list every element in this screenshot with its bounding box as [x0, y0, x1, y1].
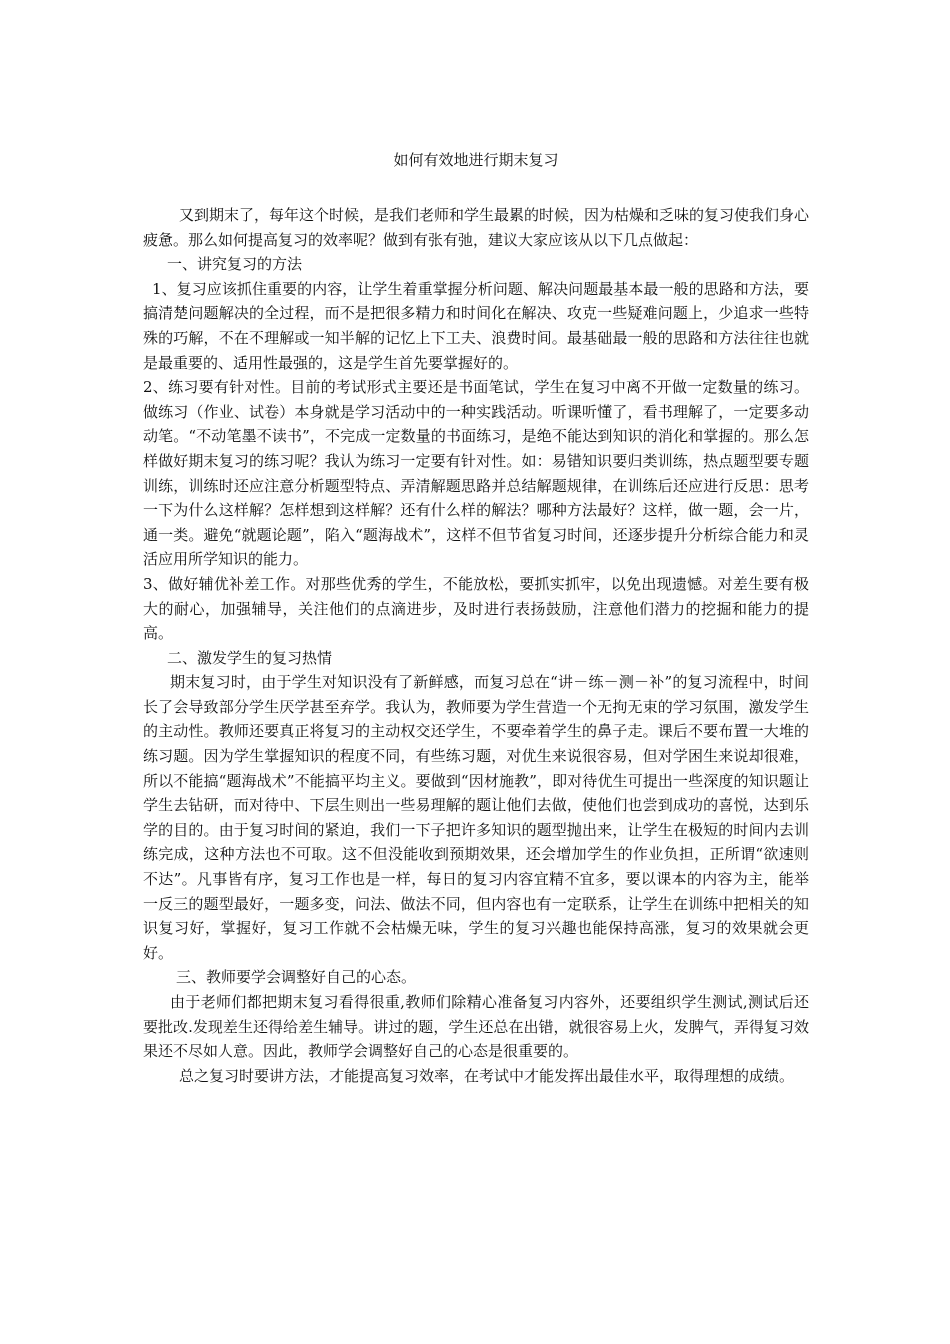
conclusion-paragraph: 总之复习时要讲方法，才能提高复习效率，在考试中才能发挥出最佳水平，取得理想的成绩。: [179, 1066, 795, 1085]
section2-heading: 二、激发学生的复习热情: [167, 648, 333, 667]
section3-body: 由于老师们都把期末复习看得很重,教师们除精心准备复习内容外，还要组织学生测试,测试后还要批改.发现差生还得给差生辅导。讲过的题，学生还总在出错，就很容易上火，发脾气，弄得复习效果还不尽如人意。因此，教师学会调整好自己的心态是很重要的。: [143, 993, 809, 1061]
intro-paragraph: 又到期末了，每年这个时候，是我们老师和学生最累的时候，因为枯燥和乏味的复习使我们身心疲惫。那么如何提高复习的效率呢？做到有张有弛，建议大家应该从以下几点做起：: [143, 206, 810, 249]
document-title: 如何有效地进行期末复习: [393, 151, 559, 169]
section1-heading: 一、讲究复习的方法: [167, 255, 303, 274]
section2-body: 期末复习时，由于学生对知识没有了新鲜感，而复习总在“讲－练－测－补”的复习流程中，时间长了会导致部分学生厌学甚至弃学。我认为，教师要为学生营造一个无拘无束的学习氛围，激发学生的主动性。教师还要真正将复习的主动权交还学生，不要牵着学生的鼻子走。课后不要布置一大堆的练习题。因为学生掌握知识的程度不同，有些练习题，对优生来说很容易，但对学困生来说却很难，所以不能搞“题海战术”不能搞平均主义。要做到“因材施教”，即对待优生可提出一些深度的知识题让学生去钻研，而对待中、下层生则出一些易理解的题让他们去做，使他们也尝到成功的喜悦，达到乐学的目的。由于复习时间的紧迫，我们一下子把许多知识的题型抛出来，让学生在极短的时间内去训练完成，这种方法也不可取。这不但没能收到预期效果，还会增加学生的作业负担，正所谓“欲速则不达”。凡事皆有序，复习工作也是一样，每日的复习内容宜精不宜多，要以课本的内容为主，能举一反三的题型最好，一题多变，问法、做法不同，但内容也有一定联系，让学生在训练中把相关的知识复习好，掌握好，复习工作就不会枯燥无味，学生的复习兴趣也能保持高涨，复习的效果就会更好。: [143, 673, 809, 962]
section1-item3: 3、做好辅优补差工作。对那些优秀的学生，不能放松，要抓实抓牢，以免出现遗憾。对差生要有极大的耐心，加强辅导，关注他们的点滴进步，及时进行表扬鼓励，注意他们潜力的挖掘和能力的提高。: [143, 574, 809, 643]
section1-item1: 1、复习应该抓住重要的内容，让学生着重掌握分析问题、解决问题最基本最一般的思路和方法，要搞清楚问题解决的全过程，而不是把很多精力和时间化在解决、攻克一些疑难问题上，少追求一些特殊的巧解，不在不理解或一知半解的记忆上下工夫、浪费时间。最基础最一般的思路和方法往往也就是最重要的、适用性最强的，这是学生首先要掌握好的。: [143, 279, 809, 372]
section1-item2: 2、练习要有针对性。目前的考试形式主要还是书面笔试，学生在复习中离不开做一定数量的练习。做练习（作业、试卷）本身就是学习活动中的一种实践活动。听课听懂了，看书理解了，一定要多动动笔。“不动笔墨不读书”，不完成一定数量的书面练习，是绝不能达到知识的消化和掌握的。那么怎样做好期末复习的练习呢？我认为练习一定要有针对性。如：易错知识要归类训练，热点题型要专题训练，训练时还应注意分析题型特点、弄清解题思路并总结解题规律，在训练后还应进行反思：思考一下为什么这样解？怎样想到这样解？还有什么样的解法？哪种方法最好？这样，做一题，会一片，通一类。避免“就题论题”，陷入“题海战术”，这样不但节省复习时间，还逐步提升分析综合能力和灵活应用所学知识的能力。: [143, 378, 809, 569]
section3-heading: 三、教师要学会调整好自己的心态。: [176, 968, 417, 987]
document-page: [143, 148, 809, 1088]
